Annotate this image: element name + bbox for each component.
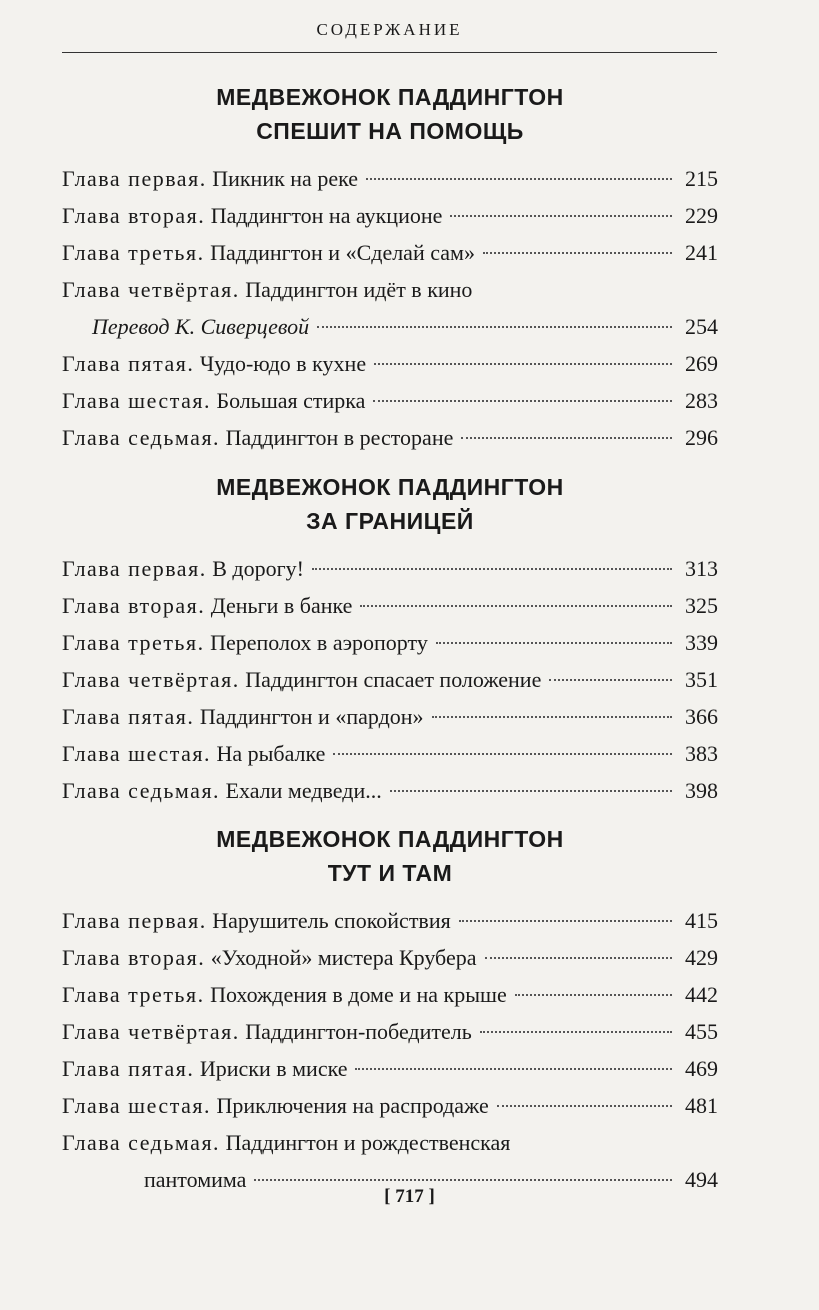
dot-leader [374, 363, 672, 365]
toc-entry [62, 1087, 718, 1124]
section-title [62, 80, 718, 148]
chapter-title: Ириски в миске [199, 1056, 348, 1081]
toc-entry [62, 345, 718, 382]
chapter-title: «Уходной» мистера Крубера [210, 945, 477, 970]
chapter-label: Глава шестая. [62, 388, 211, 413]
dot-leader [461, 437, 672, 439]
dot-leader [366, 178, 672, 180]
toc-entry [62, 698, 718, 735]
chapter-label: Глава третья. [62, 630, 205, 655]
chapter-label: Глава седьмая. [62, 425, 221, 450]
chapter-label: Глава первая. [62, 556, 207, 581]
dot-leader [360, 605, 672, 607]
chapter-label: Глава пятая. [62, 351, 195, 376]
dot-leader [549, 679, 672, 681]
page-number: 339 [685, 630, 718, 655]
page-number: 469 [685, 1056, 718, 1081]
page-number: 398 [685, 778, 718, 803]
chapter-label: Глава шестая. [62, 741, 211, 766]
chapter-title: Паддингтон и «пардон» [199, 704, 424, 729]
dot-leader [436, 642, 672, 644]
page-number: 269 [685, 351, 718, 376]
toc-entry [62, 661, 718, 698]
toc-entry [62, 624, 718, 661]
chapter-title: Переполох в аэропорту [210, 630, 428, 655]
dot-leader [450, 215, 672, 217]
chapter-label: Глава третья. [62, 240, 205, 265]
toc-entry [62, 587, 718, 624]
toc-entry [62, 1124, 718, 1161]
section-title [62, 822, 718, 890]
toc-entry [62, 902, 718, 939]
chapter-label: Глава седьмая. [62, 1130, 221, 1155]
chapter-label: Глава пятая. [62, 704, 195, 729]
page-number: 325 [685, 593, 718, 618]
dot-leader [312, 568, 672, 570]
chapter-label: Глава третья. [62, 982, 205, 1007]
dot-leader [390, 790, 672, 792]
chapter-title: В дорогу! [212, 556, 304, 581]
toc-entries [62, 902, 718, 1198]
chapter-label: Глава вторая. [62, 593, 206, 618]
section-title-line1: МЕДВЕЖОНОК ПАДДИНГТОН [216, 84, 564, 110]
toc-section-3 [62, 822, 718, 1198]
toc-section-2 [62, 470, 718, 809]
section-title-line1: МЕДВЕЖОНОК ПАДДИНГТОН [216, 474, 564, 500]
translator-credit: Перевод К. Сиверцевой [92, 314, 310, 339]
toc-section-1 [62, 80, 718, 456]
chapter-label: Глава первая. [62, 908, 207, 933]
chapter-label: Глава седьмая. [62, 778, 221, 803]
section-title-line2: СПЕШИТ НА ПОМОЩЬ [256, 118, 524, 144]
dot-leader [459, 920, 672, 922]
running-head: СОДЕРЖАНИЕ [316, 20, 463, 39]
chapter-label: Глава четвёртая. [62, 667, 240, 692]
page-number: 215 [685, 166, 718, 191]
page-number: 383 [685, 741, 718, 766]
page-number: 296 [685, 425, 718, 450]
page-number: 366 [685, 704, 718, 729]
chapter-title: Паддингтон и рождественская [225, 1130, 511, 1155]
chapter-label: Глава вторая. [62, 203, 206, 228]
page-number: 283 [685, 388, 718, 413]
chapter-title: Ехали медведи... [225, 778, 382, 803]
chapter-title: Паддингтон-победитель [245, 1019, 472, 1044]
toc-entry [62, 1013, 718, 1050]
dot-leader [432, 716, 672, 718]
page-number: 455 [685, 1019, 718, 1044]
section-title-line2: ТУТ И ТАМ [327, 860, 453, 886]
toc-entry [62, 382, 718, 419]
chapter-title: Нарушитель спокойствия [212, 908, 451, 933]
page-number: 429 [685, 945, 718, 970]
chapter-label: Глава первая. [62, 166, 207, 191]
toc-entry [62, 234, 718, 271]
section-title [62, 470, 718, 538]
chapter-title: Паддингтон спасает положение [245, 667, 542, 692]
toc-entries [62, 160, 718, 456]
toc-entry [62, 271, 718, 308]
chapter-label: Глава вторая. [62, 945, 206, 970]
page-number: 442 [685, 982, 718, 1007]
dot-leader [333, 753, 672, 755]
dot-leader [485, 957, 673, 959]
chapter-title: Деньги в банке [210, 593, 353, 618]
chapter-title: Похождения в доме и на крыше [210, 982, 507, 1007]
dot-leader [373, 400, 672, 402]
dot-leader [317, 326, 672, 328]
toc-entry [62, 197, 718, 234]
toc-entries [62, 550, 718, 809]
page-number: 415 [685, 908, 718, 933]
section-title-line2: ЗА ГРАНИЦЕЙ [306, 508, 474, 534]
chapter-label: Глава шестая. [62, 1093, 211, 1118]
toc-entry [62, 550, 718, 587]
chapter-title: Паддингтон идёт в кино [245, 277, 473, 302]
dot-leader [480, 1031, 672, 1033]
section-title-line1: МЕДВЕЖОНОК ПАДДИНГТОН [216, 826, 564, 852]
dot-leader [515, 994, 672, 996]
chapter-title: На рыбалке [216, 741, 326, 766]
toc-entry [62, 735, 718, 772]
toc-entry-translator [62, 308, 718, 345]
page-number: 254 [685, 314, 718, 339]
chapter-label: Глава четвёртая. [62, 277, 240, 302]
header-rule [62, 52, 717, 53]
page-folio: [ 717 ] [384, 1186, 435, 1207]
chapter-title: Паддингтон в ресторане [225, 425, 454, 450]
chapter-title: Приключения на распродаже [216, 1093, 489, 1118]
dot-leader [355, 1068, 672, 1070]
chapter-title: Чудо-юдо в кухне [199, 351, 367, 376]
page-number: 229 [685, 203, 718, 228]
chapter-title: Паддингтон на аукционе [210, 203, 443, 228]
toc-entry [62, 160, 718, 197]
dot-leader [254, 1179, 672, 1181]
chapter-label: Глава пятая. [62, 1056, 195, 1081]
chapter-title: Большая стирка [216, 388, 366, 413]
toc-entry [62, 976, 718, 1013]
dot-leader [483, 252, 672, 254]
toc-entry [62, 419, 718, 456]
page-number: 481 [685, 1093, 718, 1118]
page-number: 241 [685, 240, 718, 265]
dot-leader [497, 1105, 672, 1107]
chapter-title: Паддингтон и «Сделай сам» [210, 240, 475, 265]
page-number: 313 [685, 556, 718, 581]
chapter-title-continuation: пантомима [144, 1167, 247, 1192]
chapter-title: Пикник на реке [212, 166, 358, 191]
page-number: 351 [685, 667, 718, 692]
chapter-label: Глава четвёртая. [62, 1019, 240, 1044]
toc-entry [62, 1050, 718, 1087]
toc-entry [62, 772, 718, 809]
toc-entry [62, 939, 718, 976]
page-number: 494 [685, 1167, 718, 1192]
